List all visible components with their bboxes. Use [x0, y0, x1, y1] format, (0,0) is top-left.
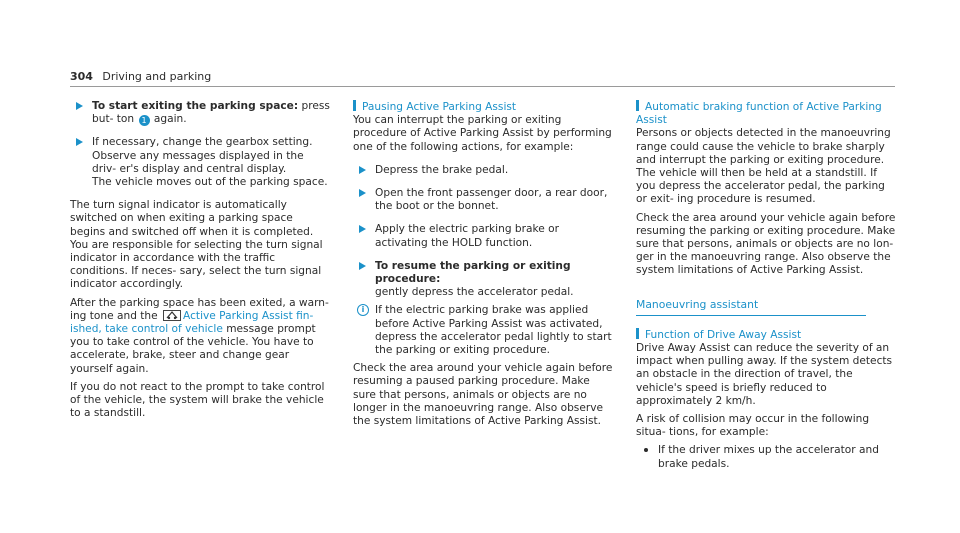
- button-number-icon: 1: [139, 115, 150, 126]
- paragraph: After the parking space has been exited, a warn‐ ing tone and the Active Parking Assist fin‐ ished, take control of vehicle message prompt you to take control of the vehicle. You have to accelerate, brake, steer and change gear yourself again.: [70, 296, 329, 375]
- section-name: Driving and parking: [102, 70, 212, 83]
- column-1: [70, 100, 330, 420]
- step-arrow-icon: [359, 189, 366, 197]
- paragraph: The turn signal indicator is automatically switched on when exiting a parking space begins and switched off when it is completed. You are responsible for selecting the turn signal indicator in accordance with the traffic conditions. If neces‐ sary, select the turn signal indicator accordingly.: [70, 199, 323, 291]
- step-resume: To resume the parking or exiting procedure: gently depress the accelerator pedal.: [353, 260, 613, 300]
- paragraph: If you do not react to the prompt to take control of the vehicle, the system will brake the vehicle to a standstill.: [70, 380, 325, 420]
- info-note: i If the electric parking brake was applied before Active Parking Assist was activated, depress the accelerator pedal lightly to start the parking or exiting procedure.: [353, 304, 613, 357]
- paragraph: You can interrupt the parking or exiting procedure of Active Parking Assist by performing one of the following actions, for example:: [353, 114, 612, 153]
- column-3: [636, 100, 896, 471]
- paragraph: Check the area around your vehicle again before resuming the parking or exiting procedure. Make sure that persons, animals or objects are no lon‐ ger in the manoeuvring range. Also observe the system limitations of Active Parking Assist.: [636, 211, 896, 277]
- bullet-icon: [644, 448, 648, 452]
- section-header: [636, 298, 896, 316]
- subheading: Function of Drive Away Assist: [636, 328, 896, 342]
- step-arrow-icon: [359, 262, 366, 270]
- heading-bar: [636, 328, 639, 339]
- step-arrow-icon: [76, 102, 83, 110]
- paragraph: Check the area around your vehicle again before resuming a paused parking procedure. Make sure that persons, animals or objects are no longer in the manoeuvring range. Also observe the system limitations of Active Parking Assist.: [353, 362, 613, 428]
- page-header: [70, 70, 895, 84]
- section-title: Manoeuvring assistant: [636, 297, 759, 311]
- paragraph: A risk of collision may occur in the following situa‐ tions, for example:: [636, 413, 870, 439]
- step-arrow-icon: [359, 166, 366, 174]
- heading-bar: [353, 100, 356, 111]
- heading-bar: [636, 100, 639, 111]
- parking-assist-icon: [163, 310, 181, 321]
- step-start-exit: To start exiting the parking space: press but‐ ton 1 again.: [70, 100, 330, 126]
- step-item: Depress the brake pedal.: [353, 164, 613, 177]
- header-rule: [70, 86, 895, 87]
- subheading: Pausing Active Parking Assist: [353, 100, 613, 114]
- step-item: Apply the electric parking brake or activating the HOLD function.: [353, 223, 613, 249]
- step-gearbox: If necessary, change the gearbox setting. Observe any messages displayed in the driv‐ er's display and central display. The vehicle moves out of the parking space.: [70, 136, 330, 189]
- section-rule: [636, 315, 866, 316]
- list-item: If the driver mixes up the accelerator and brake pedals.: [636, 444, 896, 470]
- info-icon: i: [357, 304, 369, 316]
- step-bold: To start exiting the parking space:: [92, 100, 299, 112]
- page-number: 304: [70, 70, 93, 83]
- subheading: Automatic braking function of Active Parking Assist: [636, 101, 882, 127]
- step-arrow-icon: [76, 138, 83, 146]
- step-arrow-icon: [359, 225, 366, 233]
- display-message: Active Parking Assist fin‐ ished, take control of vehicle: [70, 309, 314, 336]
- paragraph: Persons or objects detected in the manoeuvring range could cause the vehicle to brake sharply and interrupt the parking or exiting procedure. The vehicle will then be held at a standstill. If you depress the accelerator pedal, the parking or exit‐ ing procedure is resumed.: [636, 127, 891, 206]
- paragraph: Drive Away Assist can reduce the severity of an impact when pulling away. If the system detects an obstacle in the direction of travel, the vehicle's speed is briefly reduced to approximately 2 km/h.: [636, 342, 893, 407]
- column-2: [353, 100, 613, 428]
- step-item: Open the front passenger door, a rear door, the boot or the bonnet.: [353, 187, 613, 213]
